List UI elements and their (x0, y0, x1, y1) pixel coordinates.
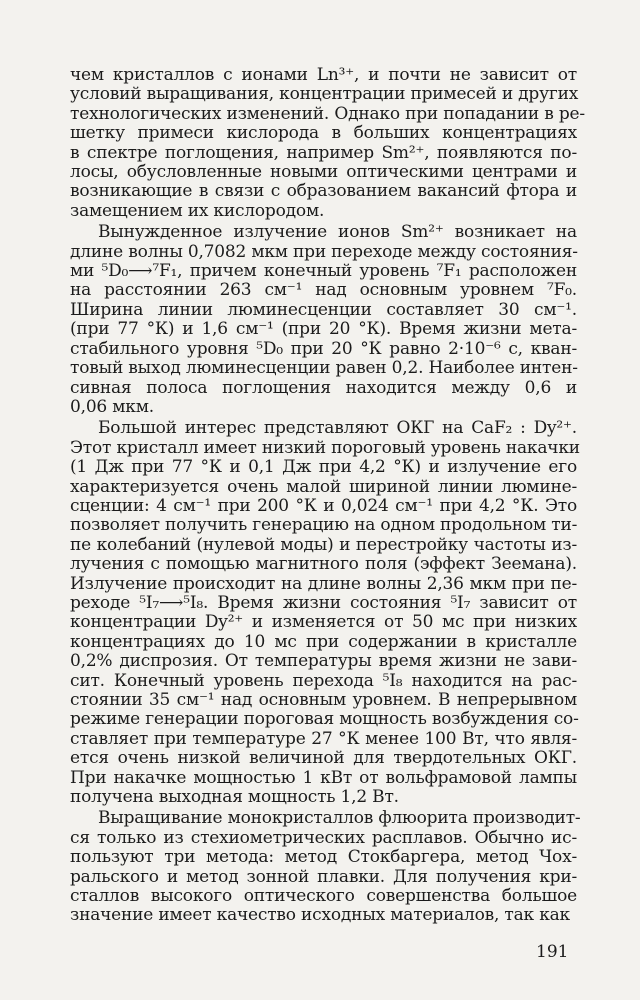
text-line: лосы, обусловленные новыми оптическими центрами и (70, 162, 577, 183)
text-line: Этот кристалл имеет низкий пороговый уровень накачки (70, 437, 580, 458)
text-line: ся только из стехиометрических расплавов. Обычно ис- (70, 827, 577, 848)
text-line: в спектре поглощения, например Sm²⁺, появляются по- (70, 142, 577, 163)
text-line: стабильного уровня ⁵D₀ при 20 °К равно 2·10⁻⁶ с, кван- (70, 338, 577, 359)
text-line: шетку примеси кислорода в больших концентрациях (70, 123, 577, 144)
text-line: условий выращивания, концентрации примесей и других (70, 84, 579, 105)
text-line: чем кристаллов с ионами Ln³⁺, и почти не зависит от (70, 65, 577, 85)
text-line: Излучение происходит на длине волны 2,36 мкм при пе- (70, 573, 577, 594)
text-line: сит. Конечный уровень перехода ⁵I₈ находится на рас- (70, 670, 577, 691)
text-line: режиме генерации пороговая мощность возбуждения со- (70, 709, 579, 730)
paragraph (70, 223, 577, 417)
text-line: лучения с помощью магнитного поля (эффект Зеемана). (70, 554, 577, 575)
text-line: сивная полоса поглощения находится между 0,6 и (70, 377, 577, 398)
text-line: ется очень низкой величиной для твердотельных ОКГ. (70, 748, 577, 769)
paragraph (70, 65, 585, 221)
text-line: значение имеет качество исходных материалов, так как (70, 905, 570, 926)
text-line: пе колебаний (нулевой моды) и перестройку частоты из- (70, 534, 577, 555)
text-line: технологических изменений. Однако при попадании в ре- (70, 103, 585, 124)
text-line: ми ⁵D₀⟶⁷F₁, причем конечный уровень ⁷F₁ расположен (70, 261, 577, 282)
text-line: сценции: 4 см⁻¹ при 200 °К и 0,024 см⁻¹ при 4,2 °К. Это (70, 495, 577, 516)
text-line: При накачке мощностью 1 кВт от вольфрамовой лампы (70, 767, 577, 788)
paragraph (70, 808, 581, 926)
text-line: Выращивание монокристаллов флюорита производит- (98, 808, 581, 829)
text-line: замещением их кислородом. (70, 200, 325, 221)
text-line: ставляет при температуре 27 °К менее 100 Вт, что явля- (70, 728, 577, 749)
text-line: реходе ⁵I₇⟶⁵I₈. Время жизни состояния ⁵I₇ зависит от (70, 592, 577, 613)
paragraph (70, 418, 580, 808)
text-line: ральского и метод зонной плавки. Для получения кри- (70, 866, 577, 887)
text-line: стоянии 35 см⁻¹ над основным уровнем. В непрерывном (70, 690, 577, 710)
text-line: характеризуется очень малой шириной линии люмине- (70, 476, 577, 497)
page-number: 191 (536, 942, 569, 962)
text-line: получена выходная мощность 1,2 Вт. (70, 787, 399, 808)
text-line: длине волны 0,7082 мкм при переходе между состояния- (70, 241, 578, 262)
text-line: позволяет получить генерацию на одном продольном ти- (70, 515, 578, 536)
body-text (70, 65, 585, 928)
text-line: (при 77 °К) и 1,6 см⁻¹ (при 20 °К). Время жизни мета- (70, 319, 577, 340)
text-line: Вынужденное излучение ионов Sm²⁺ возникает на (98, 222, 577, 243)
text-line: сталлов высокого оптического совершенства большое (70, 886, 577, 907)
text-line: (1 Дж при 77 °К и 0,1 Дж при 4,2 °К) и излучение его (70, 457, 577, 478)
text-line: товый выход люминесценции равен 0,2. Наиболее интен- (70, 358, 578, 379)
text-line: 0,2% диспрозия. От температуры время жизни не зави- (70, 651, 577, 672)
text-line: Большой интерес представляют ОКГ на CaF₂ : Dy²⁺. (98, 418, 577, 439)
text-line: возникающие в связи с образованием вакансий фтора и (70, 181, 577, 202)
text-line: концентрации Dy²⁺ и изменяется от 50 мс при низких (70, 612, 577, 633)
text-line: пользуют три метода: метод Стокбаргера, метод Чох- (70, 847, 577, 868)
text-line: концентрациях до 10 мс при содержании в кристалле (70, 631, 577, 652)
text-line: 0,06 мкм. (70, 396, 154, 417)
text-line: Ширина линии люминесценции составляет 30 см⁻¹. (70, 299, 577, 320)
text-line: на расстоянии 263 см⁻¹ над основным уровнем ⁷F₀. (70, 280, 577, 301)
